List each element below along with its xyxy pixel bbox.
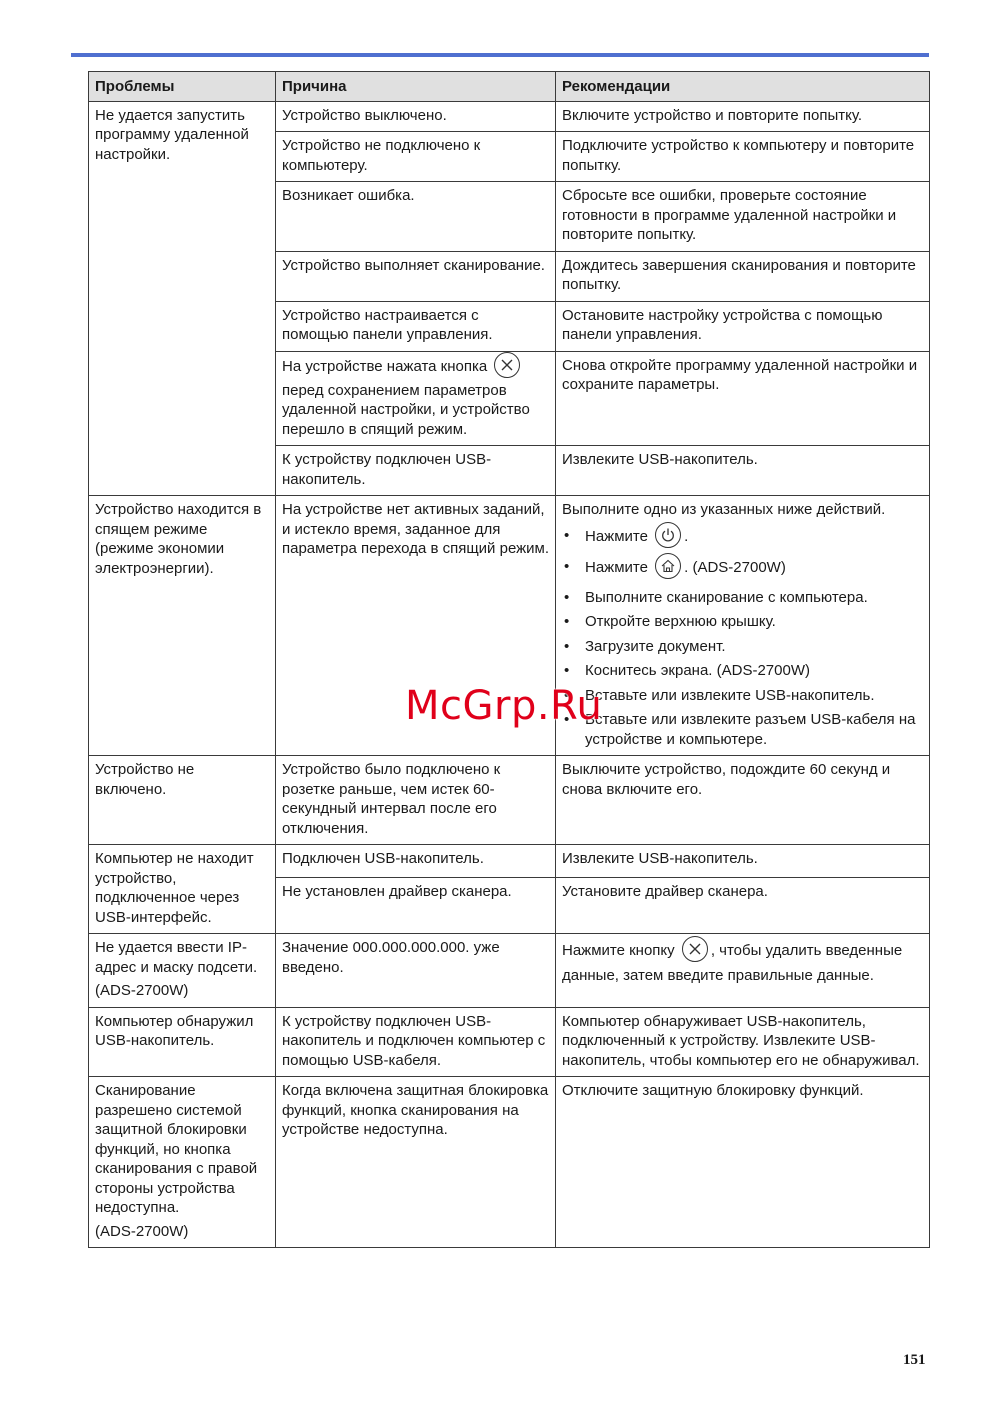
header-problems: Проблемы xyxy=(89,72,276,102)
recommendation-cell: Сбросьте все ошибки, проверьте состояние готовности в программе удаленной настройки и повторите попытку. xyxy=(556,182,930,252)
problem-cell: Компьютер обнаружил USB-накопитель. xyxy=(89,1007,276,1077)
recommendation-cell: Извлеките USB-накопитель. xyxy=(556,446,930,496)
rec-text-before-icon: Нажмите кнопку xyxy=(562,942,675,959)
cause-cell: К устройству подключен USB-накопитель. xyxy=(276,446,556,496)
recommendation-cell: Включите устройство и повторите попытку. xyxy=(556,101,930,132)
cause-cell: Устройство выключено. xyxy=(276,101,556,132)
list-item: • Вставьте или извлеките разъем USB-кабеля на устройстве и компьютере. xyxy=(562,710,923,749)
recommendation-cell: Остановите настройку устройства с помощью панели управления. xyxy=(556,301,930,351)
cause-cell: Подключен USB-накопитель. xyxy=(276,845,556,878)
header-cause: Причина xyxy=(276,72,556,102)
problem-cell xyxy=(89,934,276,1008)
actions-list xyxy=(562,526,923,750)
list-item: • Загрузите документ. xyxy=(562,637,923,657)
table-header-row xyxy=(89,72,930,102)
problem-text: Сканирование разрешено системой защитной блокировки функций, но кнопка сканирования с правой стороны устройства недоступна. xyxy=(95,1082,258,1216)
troubleshooting-table xyxy=(88,71,930,1248)
model-note: (ADS-2700W) xyxy=(95,1222,189,1240)
recommendation-cell: Выключите устройство, подождите 60 секунд и снова включите его. xyxy=(556,756,930,845)
list-item xyxy=(562,526,923,548)
stop-x-icon xyxy=(494,352,520,378)
recommendation-cell xyxy=(556,496,930,756)
cause-cell: Устройство не подключено к компьютеру. xyxy=(276,132,556,182)
press-label: Нажмите xyxy=(585,527,648,545)
cause-cell: Не установлен драйвер сканера. xyxy=(276,878,556,934)
table-row xyxy=(89,101,930,132)
table-row xyxy=(89,845,930,878)
cause-cell: К устройству подключен USB-накопитель и подключен компьютер с помощью USB-кабеля. xyxy=(276,1007,556,1077)
home-icon xyxy=(655,553,681,579)
problem-cell: Компьютер не находит устройство, подключенное через USB-интерфейс. xyxy=(89,845,276,934)
top-blue-rule xyxy=(71,53,929,57)
problem-cell: Устройство не включено. xyxy=(89,756,276,845)
cause-cell: Значение 000.000.000.000. уже введено. xyxy=(276,934,556,1008)
home-suffix: . (ADS-2700W) xyxy=(684,558,786,576)
actions-intro: Выполните одно из указанных ниже действий. xyxy=(562,501,886,518)
model-note: (ADS-2700W) xyxy=(95,982,189,999)
recommendation-cell xyxy=(556,934,930,1008)
watermark: McGrp.Ru xyxy=(405,683,603,729)
cause-cell xyxy=(276,351,556,446)
page-number: 151 xyxy=(903,1352,926,1368)
problem-cell: Не удается запустить программу удаленной настройки. xyxy=(89,101,276,496)
cause-text-before-icon: На устройстве нажата кнопка xyxy=(282,357,488,375)
stop-x-icon xyxy=(682,936,708,962)
header-recommendation: Рекомендации xyxy=(556,72,930,102)
cause-cell: Устройство настраивается с помощью панели управления. xyxy=(276,301,556,351)
rec-text-after-icon: , чтобы удалить введенные данные, затем введите правильные данные. xyxy=(562,942,903,984)
table-row xyxy=(89,756,930,845)
list-item: • Коснитесь экрана. (ADS-2700W) xyxy=(562,661,923,681)
list-item: • Откройте верхнюю крышку. xyxy=(562,612,923,632)
cause-cell: Когда включена защитная блокировка функций, кнопка сканирования на устройстве недоступна. xyxy=(276,1077,556,1248)
problem-cell: Устройство находится в спящем режиме (режиме экономии электроэнергии). xyxy=(89,496,276,756)
press-label: Нажмите xyxy=(585,558,648,576)
table-row xyxy=(89,1007,930,1077)
power-icon xyxy=(655,522,681,548)
cause-cell: На устройстве нет активных заданий, и истекло время, заданное для параметра перехода в спящий режим. xyxy=(276,496,556,756)
recommendation-cell: Дождитесь завершения сканирования и повторите попытку. xyxy=(556,251,930,301)
recommendation-cell: Компьютер обнаруживает USB-накопитель, подключенный к устройству. Извлеките USB-накопитель, чтобы компьютер его не обнаруживал. xyxy=(556,1007,930,1077)
list-item: • Вставьте или извлеките USB-накопитель. xyxy=(562,686,923,706)
problem-cell xyxy=(89,1077,276,1248)
recommendation-cell: Извлеките USB-накопитель. xyxy=(556,845,930,878)
cause-cell: Возникает ошибка. xyxy=(276,182,556,252)
power-suffix: . xyxy=(684,527,689,545)
recommendation-cell: Установите драйвер сканера. xyxy=(556,878,930,934)
recommendation-cell: Отключите защитную блокировку функций. xyxy=(556,1077,930,1248)
list-item xyxy=(562,557,923,579)
problem-text: Не удается ввести IP-адрес и маску подсети. xyxy=(95,939,258,976)
cause-cell: Устройство выполняет сканирование. xyxy=(276,251,556,301)
cause-cell: Устройство было подключено к розетке раньше, чем истек 60-секундный интервал после его отключения. xyxy=(276,756,556,845)
list-item: • Выполните сканирование с компьютера. xyxy=(562,588,923,608)
table-row xyxy=(89,1077,930,1248)
cause-text-after-icon: перед сохранением параметров удаленной настройки, и устройство перешло в спящий режим. xyxy=(282,381,530,438)
table-row xyxy=(89,934,930,1008)
recommendation-cell: Снова откройте программу удаленной настройки и сохраните параметры. xyxy=(556,351,930,446)
recommendation-cell: Подключите устройство к компьютеру и повторите попытку. xyxy=(556,132,930,182)
